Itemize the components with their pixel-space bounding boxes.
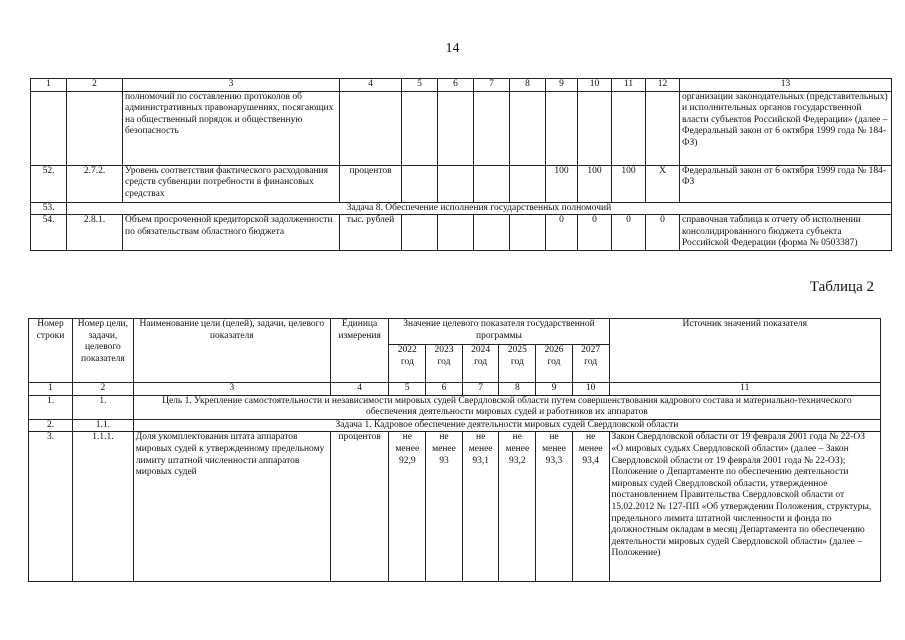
row-number: 54.: [31, 215, 67, 251]
column-number: 2: [67, 79, 123, 92]
header-year: 2022 год: [389, 345, 426, 383]
source-cell: Закон Свердловской области от 19 февраля 2001 года № 22-ОЗ «О мировых судьях Свердловской области» (далее – Закон Свердловской области от 19 февраля 2001 года № 22-ОЗ); Положение о Департаменте по обеспечению деятельности мировых судей Свердловской области, утвержденное постановлением Правительства Свердловской области от 15.02.2012 № 127-ПП «Об утверждении Положения, структуры, предельного лимита штатной численности и фонда по должностным окладам в месяц Департамента по обеспечению деятельности мировых судей Свердловской области» (далее – Положение): [609, 432, 881, 582]
column-number: 7: [462, 383, 499, 396]
table-row: [31, 165, 892, 202]
indicators-table-2: [28, 318, 881, 582]
column-number: 10: [572, 383, 609, 396]
source-cell: организации законодательных (представительных) и исполнительных органов государственной власти субъектов Российской Федерации» (далее – Федеральный закон от 6 октября 1999 года № 184-ФЗ): [680, 91, 892, 165]
header-unit: Единица измерения: [330, 319, 389, 383]
value-cell: не менее 92,9: [389, 432, 426, 582]
header-source: Источник значений показателя: [609, 319, 881, 383]
header-year: 2024 год: [462, 345, 499, 383]
source-cell: справочная таблица к отчету об исполнении консолидированного бюджета субъекта Российской Федерации (форма № 0503387): [680, 215, 892, 251]
column-number: 11: [612, 79, 646, 92]
column-number: 12: [646, 79, 680, 92]
indicator-name: Доля укомплектования штата аппаратов мировых судей к утвержденному предельному лимиту штатной численности аппаратов мировых судей: [133, 432, 330, 582]
goal-heading: Цель 1. Укрепление самостоятельности и независимости мировых судей Свердловской области путем совершенствования кадрового состава и материально-технического обеспечения деятельности мировых судей и работников их аппаратов: [133, 395, 880, 419]
column-number: 8: [510, 79, 546, 92]
value-cell: 100: [612, 165, 646, 202]
column-number: 2: [73, 383, 134, 396]
table-row: [29, 432, 881, 582]
header-year: 2023 год: [426, 345, 463, 383]
column-number: 10: [578, 79, 612, 92]
table-numbers-row: [29, 383, 881, 396]
row-number: 3.: [29, 432, 73, 582]
column-number: 9: [536, 383, 573, 396]
value-cell: 0: [612, 215, 646, 251]
row-number: 2.: [29, 419, 73, 432]
indicator-number: 2.7.2.: [67, 165, 123, 202]
value-cell: X: [646, 165, 680, 202]
value-cell: 0: [646, 215, 680, 251]
task-heading: Задача 1. Кадровое обеспечение деятельности мировых судей Свердловской области: [133, 419, 880, 432]
column-number: 1: [31, 79, 67, 92]
column-number: 8: [499, 383, 536, 396]
header-row-number: Номер строки: [29, 319, 73, 383]
value-cell: 0: [578, 215, 612, 251]
indicator-number: 2.8.1.: [67, 215, 123, 251]
indicator-name: полномочий по составлению протоколов об административных правонарушениях, посягающих на общественный порядок и общественную безопасность: [123, 91, 340, 165]
column-number: 4: [340, 79, 402, 92]
value-cell: 100: [546, 165, 578, 202]
column-number: 3: [123, 79, 340, 92]
header-year: 2026 год: [536, 345, 573, 383]
column-number: 13: [680, 79, 892, 92]
table-row: [31, 215, 892, 251]
header-year: 2027 год: [572, 345, 609, 383]
column-number: 1: [29, 383, 73, 396]
task-heading: Задача 8. Обеспечение исполнения государственных полномочий: [67, 202, 892, 215]
header-goal-number: Номер цели, задачи, целевого показателя: [73, 319, 134, 383]
value-cell: 100: [578, 165, 612, 202]
table-caption: Таблица 2: [809, 279, 874, 295]
table-row: [31, 202, 892, 215]
indicator-name: Уровень соответствия фактического расходования средств субвенции потребности в финансовых средствах: [123, 165, 340, 202]
indicator-name: Объем просроченной кредиторской задолженности по обязательствам областного бюджета: [123, 215, 340, 251]
goal-number: 1.: [73, 395, 134, 419]
column-number: 5: [389, 383, 426, 396]
value-cell: 0: [546, 215, 578, 251]
row-number: 52.: [31, 165, 67, 202]
header-name: Наименование цели (целей), задачи, целевого показателя: [133, 319, 330, 383]
column-number: 7: [474, 79, 510, 92]
header-values-group: Значение целевого показателя государственной программы: [389, 319, 609, 345]
value-cell: не менее 93,2: [499, 432, 536, 582]
column-number: 5: [402, 79, 438, 92]
table-row: [29, 419, 881, 432]
task-number: 1.1.: [73, 419, 134, 432]
column-number: 6: [438, 79, 474, 92]
unit-cell: процентов: [340, 165, 402, 202]
column-number: 9: [546, 79, 578, 92]
column-number: 3: [133, 383, 330, 396]
row-number: 1.: [29, 395, 73, 419]
table-row: [31, 91, 892, 165]
column-number: 6: [426, 383, 463, 396]
page-number: 14: [445, 41, 460, 56]
column-number: 4: [330, 383, 389, 396]
unit-cell: тыс. рублей: [340, 215, 402, 251]
value-cell: не менее 93,3: [536, 432, 573, 582]
indicators-table-continuation: [30, 78, 892, 251]
header-year: 2025 год: [499, 345, 536, 383]
table-row: [29, 395, 881, 419]
table-header-row: [29, 319, 881, 345]
value-cell: не менее 93: [426, 432, 463, 582]
row-number: 53.: [31, 202, 67, 215]
source-cell: Федеральный закон от 6 октября 1999 года № 184-ФЗ: [680, 165, 892, 202]
indicator-number: 1.1.1.: [73, 432, 134, 582]
column-number: 11: [609, 383, 881, 396]
table-header-row: [31, 79, 892, 92]
unit-cell: процентов: [330, 432, 389, 582]
value-cell: не менее 93,1: [462, 432, 499, 582]
value-cell: не менее 93,4: [572, 432, 609, 582]
